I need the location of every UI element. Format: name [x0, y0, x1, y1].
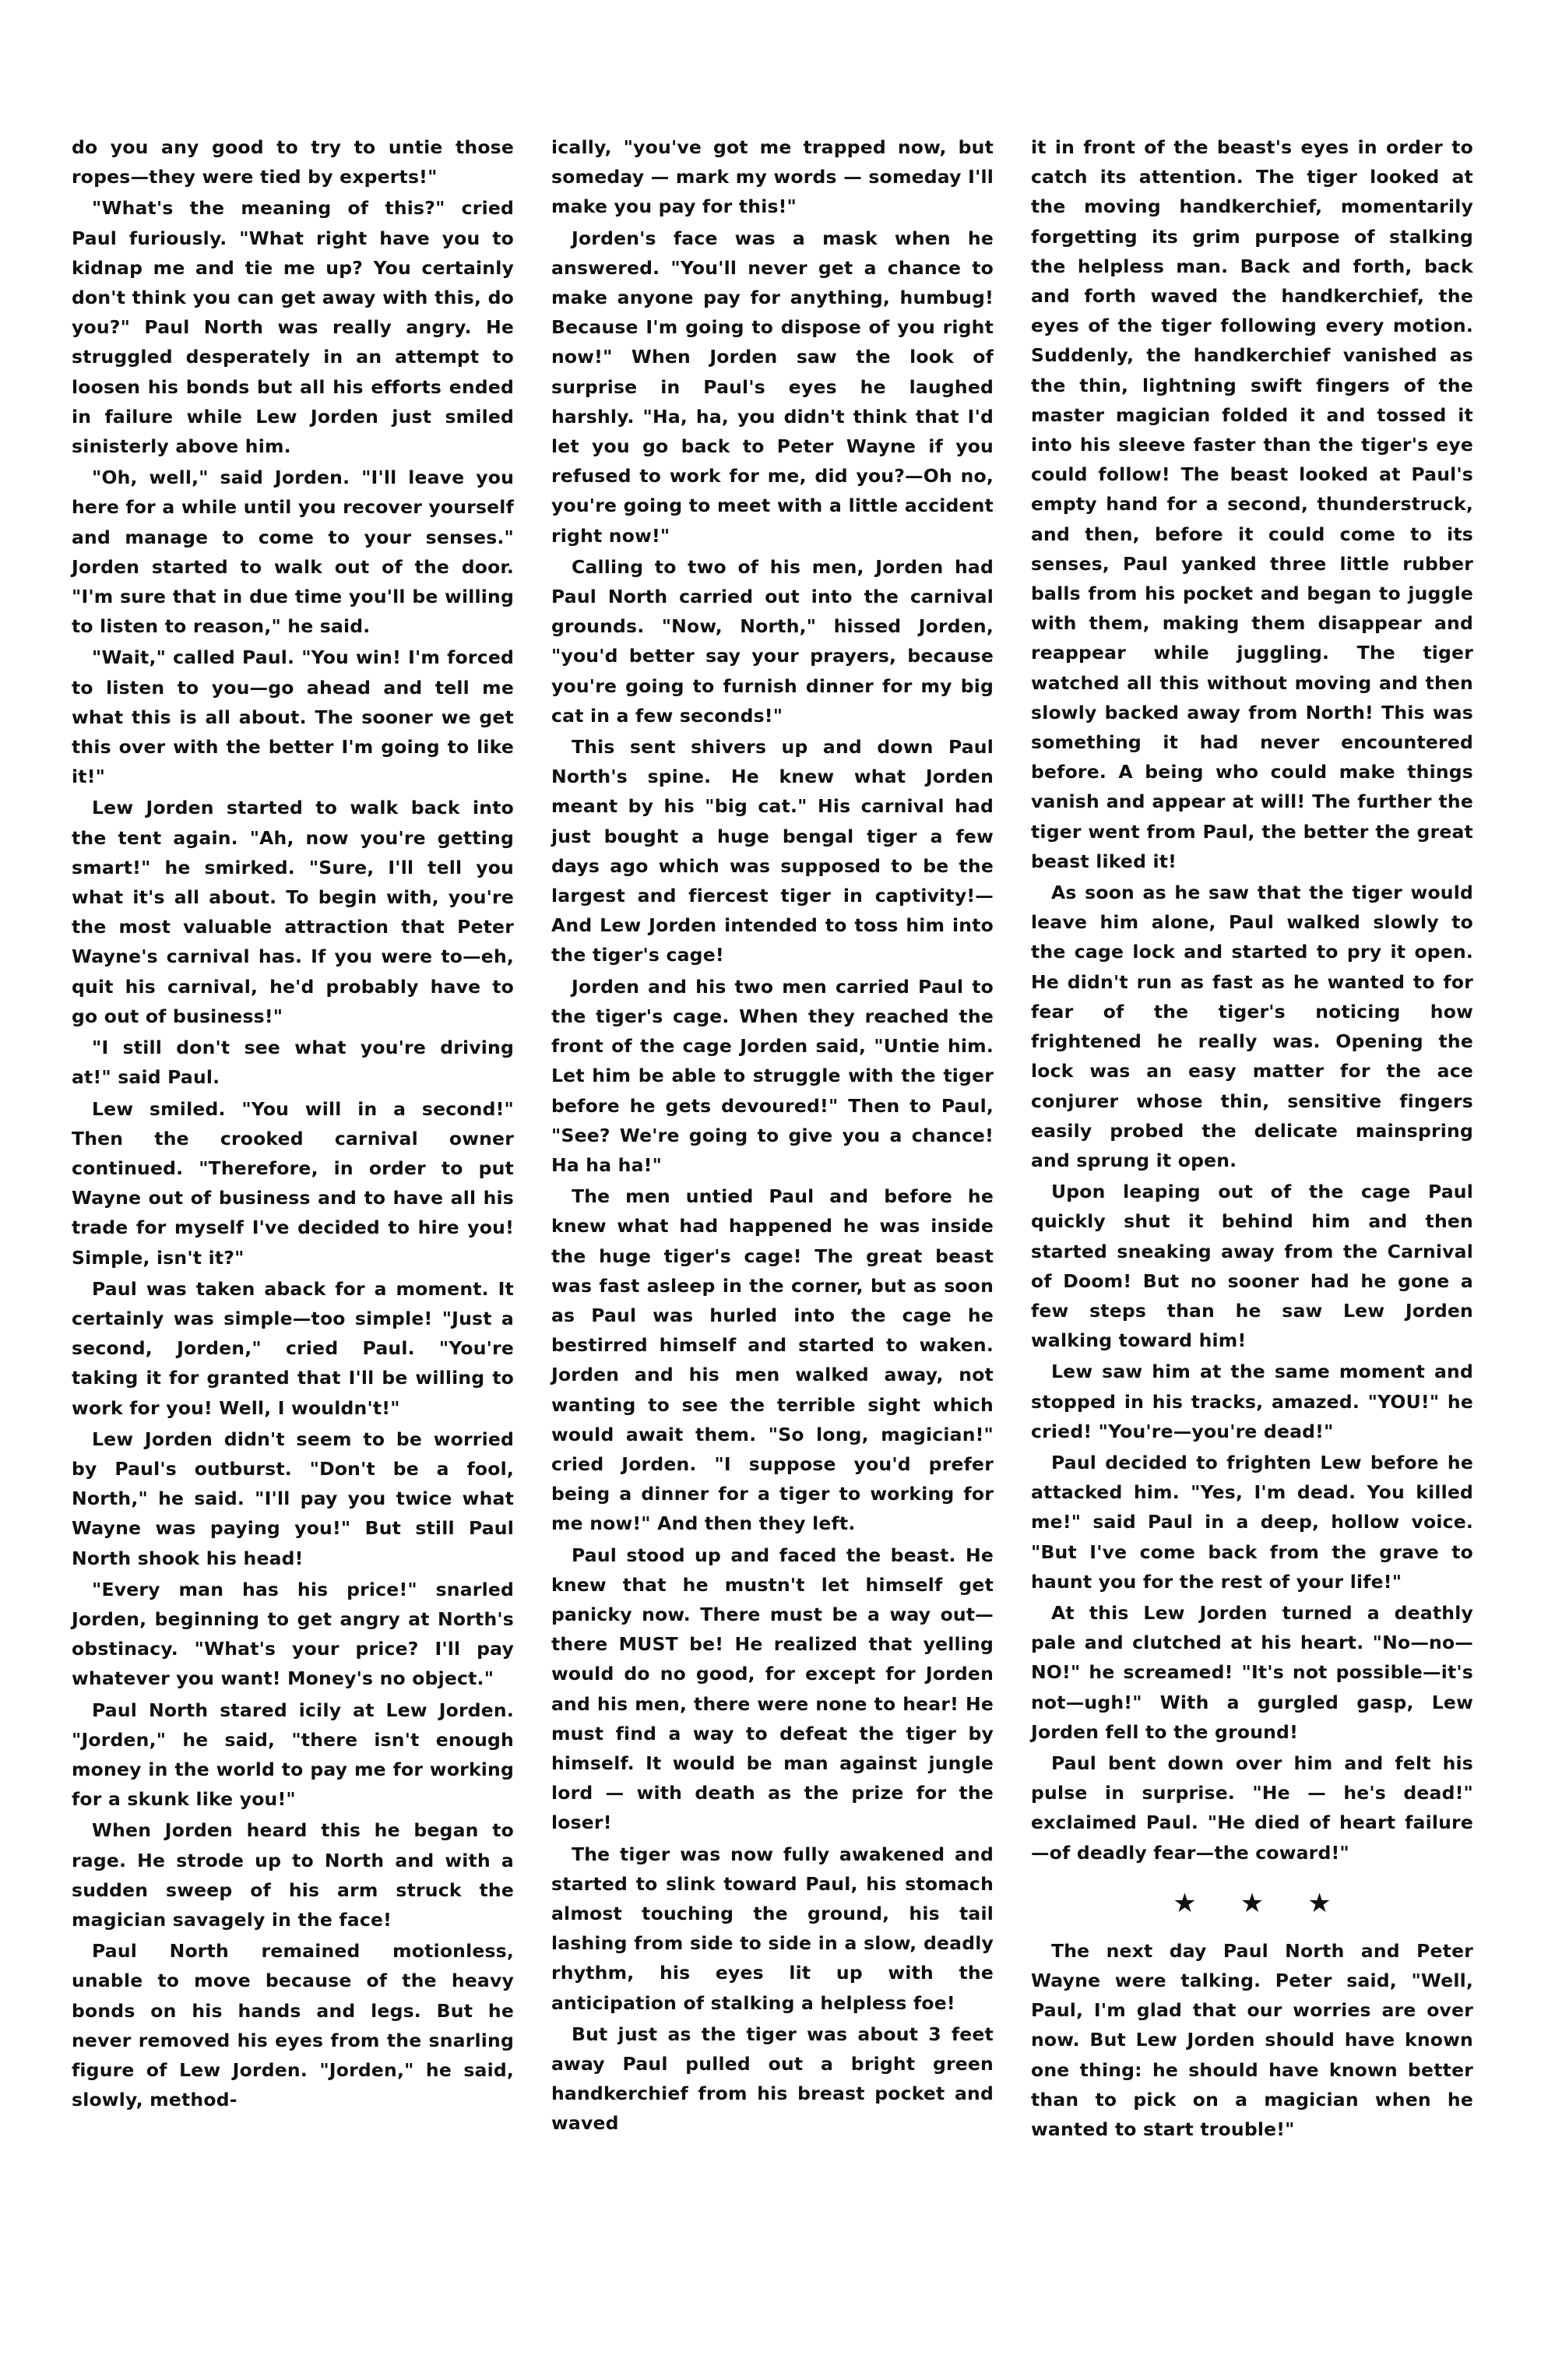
section-separator-stars: ★★★: [1173, 1887, 1375, 1919]
paragraph: do you any good to try to untie those ropes—they were tied by experts!": [72, 136, 514, 188]
paragraph: Paul was taken aback for a moment. It certainly was simple—too simple! "Just a second, Jorden," cried Paul. "You're taking it for granted that I'll be willing to work for you! Well, I wouldn't!": [72, 1277, 514, 1419]
paragraph: ically, "you've got me trapped now, but someday — mark my words — someday I'll make you pay for this!": [551, 136, 994, 218]
paragraph: At this Lew Jorden turned a deathly pale and clutched at his heart. "No—no—NO!" he screamed! "It's not possible—it's not—ugh!" With a gurgled gasp, Lew Jorden fell to the ground!: [1031, 1601, 1473, 1743]
paragraph: Lew Jorden didn't seem to be worried by Paul's outburst. "Don't be a fool, North," he said. "I'll pay you twice what Wayne was paying you!" But still Paul North shook his head!: [72, 1428, 514, 1569]
paragraph: Paul stood up and faced the beast. He knew that he mustn't let himself get panicky now. There must be a way out—there MUST be! He realized that yelling would do no good, for except for Jorden and his men, there were none to hear! He must find a way to defeat the tiger by himself. It would be man against jungle lord — with death as the prize for the loser!: [551, 1544, 994, 1834]
paragraph: As soon as he saw that the tiger would leave him alone, Paul walked slowly to the cage lock and started to pry it open. He didn't run as fast as he wanted to for fear of the tiger's noticing how frightened he really was. Opening the lock was an easy matter for the ace conjurer whose thin, sensitive fingers easily probed the delicate mainspring and sprung it open.: [1031, 882, 1473, 1171]
paragraph: "I still don't see what you're driving at!" said Paul.: [72, 1037, 514, 1089]
paragraph: "Every man has his price!" snarled Jorden, beginning to get angry at North's obstinacy. "What's your price? I'll pay whatever you want! Money's no object.": [72, 1578, 514, 1690]
paragraph: When Jorden heard this he began to rage. He strode up to North and with a sudden sweep of his arm struck the magician savagely in the face!: [72, 1819, 514, 1931]
paragraph: "Oh, well," said Jorden. "I'll leave you here for a while until you recover yourself and manage to come to your senses." Jorden started to walk out of the door. "I'm sure that in due time you'll be willing to listen to reason," he said.: [72, 466, 514, 638]
text-column-1: [72, 132, 514, 2329]
text-column-2: [551, 132, 994, 2329]
paragraph: But just as the tiger was about 3 feet away Paul pulled out a bright green handkerchief from his breast pocket and waved: [551, 2023, 994, 2135]
paragraph: "What's the meaning of this?" cried Paul furiously. "What right have you to kidnap me and tie me up? You certainly don't think you can get away with this, do you?" Paul North was really angry. He struggled desperately in an attempt to loosen his bonds but all his efforts ended in failure while Lew Jorden just smiled sinisterly above him.: [72, 197, 514, 458]
paragraph: This sent shivers up and down Paul North's spine. He knew what Jorden meant by his "big cat." His carnival had just bought a huge bengal tiger a few days ago which was supposed to be the largest and fiercest tiger in captivity!—And Lew Jorden intended to toss him into the tiger's cage!: [551, 736, 994, 966]
text-column-3: [1031, 132, 1473, 2329]
story-page: [72, 132, 1473, 2329]
paragraph: Paul North stared icily at Lew Jorden. "Jorden," he said, "there isn't enough money in the world to pay me for working for a skunk like you!": [72, 1699, 514, 1811]
paragraph: The men untied Paul and before he knew what had happened he was inside the huge tiger's cage! The great beast was fast asleep in the corner, but as soon as Paul was hurled into the cage he bestirred himself and started to waken. Jorden and his men walked away, not wanting to see the terrible sight which would await them. "So long, magician!" cried Jorden. "I suppose you'd prefer being a dinner for a tiger to working for me now!" And then they left.: [551, 1185, 994, 1535]
paragraph: Jorden and his two men carried Paul to the tiger's cage. When they reached the front of the cage Jorden said, "Untie him. Let him be able to struggle with the tiger before he gets devoured!" Then to Paul, "See? We're going to give you a chance! Ha ha ha!": [551, 975, 994, 1176]
paragraph: Lew smiled. "You will in a second!" Then the crooked carnival owner continued. "Therefore, in order to put Wayne out of business and to have all his trade for myself I've decided to hire you! Simple, isn't it?": [72, 1097, 514, 1269]
paragraph: Paul decided to frighten Lew before he attacked him. "Yes, I'm dead. You killed me!" said Paul in a deep, hollow voice. "But I've come back from the grave to haunt you for the rest of your life!": [1031, 1451, 1473, 1593]
paragraph: Calling to two of his men, Jorden had Paul North carried out into the carnival grounds. "Now, North," hissed Jorden, "you'd better say your prayers, because you're going to furnish dinner for my big cat in a few seconds!": [551, 555, 994, 727]
paragraph: Jorden's face was a mask when he answered. "You'll never get a chance to make anyone pay for anything, humbug! Because I'm going to dispose of you right now!" When Jorden saw the look of surprise in Paul's eyes he laughed harshly. "Ha, ha, you didn't think that I'd let you go back to Peter Wayne if you refused to work for me, did you?—Oh no, you're going to meet with a little accident right now!": [551, 227, 994, 547]
paragraph: Paul North remained motionless, unable to move because of the heavy bonds on his hands and legs. But he never removed his eyes from the snarling figure of Lew Jorden. "Jorden," he said, slowly, method-: [72, 1940, 514, 2111]
paragraph: Upon leaping out of the cage Paul quickly shut it behind him and then started sneaking away from the Carnival of Doom! But no sooner had he gone a few steps than he saw Lew Jorden walking toward him!: [1031, 1181, 1473, 1352]
paragraph: "Wait," called Paul. "You win! I'm forced to listen to you—go ahead and tell me what this is all about. The sooner we get this over with the better I'm going to like it!": [72, 646, 514, 788]
paragraph: it in front of the beast's eyes in order to catch its attention. The tiger looked at the moving handkerchief, momentarily forgetting its grim purpose of stalking the helpless man. Back and forth, back and forth waved the handkerchief, the eyes of the tiger following every motion. Suddenly, the handkerchief vanished as the thin, lightning swift fingers of the master magician folded it and tossed it into his sleeve faster than the tiger's eye could follow! The beast looked at Paul's empty hand for a second, thunderstruck, and then, before it could come to its senses, Paul yanked three little rubber balls from his pocket and began to juggle with them, making them disappear and reappear while juggling. The tiger watched all this without moving and then slowly backed away from North! This was something it had never encountered before. A being who could make things vanish and appear at will! The further the tiger went from Paul, the better the great beast liked it!: [1031, 136, 1473, 872]
paragraph: Lew Jorden started to walk back into the tent again. "Ah, now you're getting smart!" he smirked. "Sure, I'll tell you what it's all about. To begin with, you're the most valuable attraction that Peter Wayne's carnival has. If you were to—eh, quit his carnival, he'd probably have to go out of business!": [72, 797, 514, 1027]
paragraph: The tiger was now fully awakened and started to slink toward Paul, his stomach almost touching the ground, his tail lashing from side to side in a slow, deadly rhythm, his eyes lit up with the anticipation of stalking a helpless foe!: [551, 1843, 994, 2014]
paragraph: Lew saw him at the same moment and stopped in his tracks, amazed. "YOU!" he cried! "You're—you're dead!": [1031, 1361, 1473, 1442]
epilogue-paragraph: The next day Paul North and Peter Wayne were talking. Peter said, "Well, Paul, I'm glad that our worries are over now. But Lew Jorden should have known one thing: he should have known better than to pick on a magician when he wanted to start trouble!": [1031, 1939, 1473, 2140]
paragraph: Paul bent down over him and felt his pulse in surprise. "He — he's dead!" exclaimed Paul. "He died of heart failure—of deadly fear—the coward!": [1031, 1752, 1473, 1864]
